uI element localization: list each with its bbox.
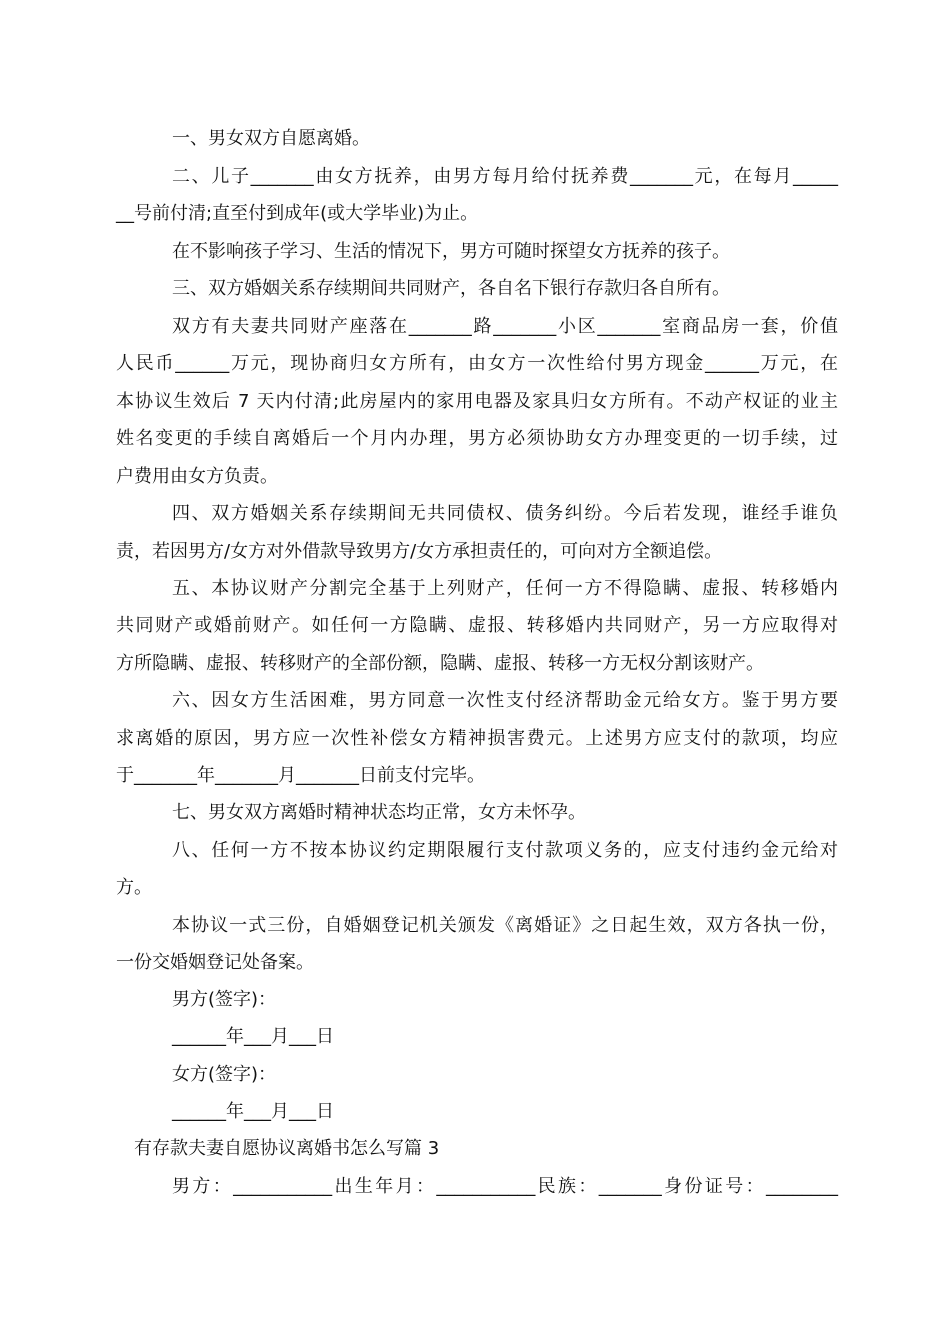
clause-5-line-1: 五、本协议财产分割完全基于上列财产，任何一方不得隐瞒、虚报、转移婚内 bbox=[172, 578, 838, 599]
clause-5-line-3: 方所隐瞒、虚报、转移财产的全部份额，隐瞒、虚报、转移一方无权分割该财产。 bbox=[116, 653, 764, 674]
property-line-5: 户费用由女方负责。 bbox=[116, 466, 278, 487]
property-line-3: 本协议生效后 7 天内付清;此房屋内的家用电器及家具归女方所有。不动产权证的业主 bbox=[116, 391, 838, 412]
clause-6-line-2: 求离婚的原因，男方应一次性补偿女方精神损害费元。上述男方应支付的款项，均应 bbox=[116, 728, 838, 749]
copies-line-1: 本协议一式三份，自婚姻登记机关颁发《离婚证》之日起生效，双方各执一份， bbox=[172, 915, 838, 936]
clause-4-line-1: 四、双方婚姻关系存续期间无共同债权、债务纠纷。今后若发现，谁经手谁负 bbox=[172, 503, 838, 524]
clause-5-line-2: 共同财产或婚前财产。如任何一方隐瞒、虚报、转移婚内共同财产，另一方应取得对 bbox=[116, 615, 838, 636]
clause-8-line-1: 八、任何一方不按本协议约定期限履行支付款项义务的，应支付违约金元给对 bbox=[172, 840, 838, 861]
property-line-1: 双方有夫妻共同财产座落在_______路_______小区_______室商品房一套，价值 bbox=[172, 316, 838, 337]
copies-line-2: 一份交婚姻登记处备案。 bbox=[116, 952, 314, 973]
clause-6-line-1: 六、因女方生活困难，男方同意一次性支付经济帮助金元给女方。鉴于男方要 bbox=[172, 690, 838, 711]
clause-4-line-2: 责，若因男方/女方对外借款导致男方/女方承担责任的，可向对方全额追偿。 bbox=[116, 541, 723, 562]
property-line-2: 人民币______万元，现协商归女方所有，由女方一次性给付男方现金______万元，在 bbox=[116, 353, 838, 374]
male-signature-label: 男方(签字)： bbox=[172, 989, 277, 1010]
male-signature-date: ______年___月___日 bbox=[172, 1026, 334, 1047]
female-signature-date: ______年___月___日 bbox=[172, 1101, 334, 1122]
clause-2-line-2: __号前付清;直至付到成年(或大学毕业)为止。 bbox=[116, 203, 479, 224]
visitation-paragraph: 在不影响孩子学习、生活的情况下，男方可随时探望女方抚养的孩子。 bbox=[172, 241, 730, 262]
clause-2-line-1: 二、儿子_______由女方抚养，由男方每月给付抚养费_______元，在每月_____ bbox=[172, 166, 838, 187]
property-line-4: 姓名变更的手续自离婚后一个月内办理，男方必须协助女方办理变更的一切手续，过 bbox=[116, 428, 838, 449]
clause-3: 三、双方婚姻关系存续期间共同财产，各自名下银行存款归各自所有。 bbox=[172, 278, 730, 299]
clause-6-line-3: 于_______年_______月_______日前支付完毕。 bbox=[116, 765, 485, 786]
clause-1: 一、男女双方自愿离婚。 bbox=[172, 128, 370, 149]
section-title: 有存款夫妻自愿协议离婚书怎么写篇 3 bbox=[134, 1138, 440, 1159]
female-signature-label: 女方(签字)： bbox=[172, 1064, 277, 1085]
clause-8-line-2: 方。 bbox=[116, 877, 152, 898]
clause-7: 七、男女双方离婚时精神状态均正常，女方未怀孕。 bbox=[172, 802, 586, 823]
male-info-line: 男方：___________出生年月：___________民族：_______身份证号：________ bbox=[172, 1176, 838, 1197]
